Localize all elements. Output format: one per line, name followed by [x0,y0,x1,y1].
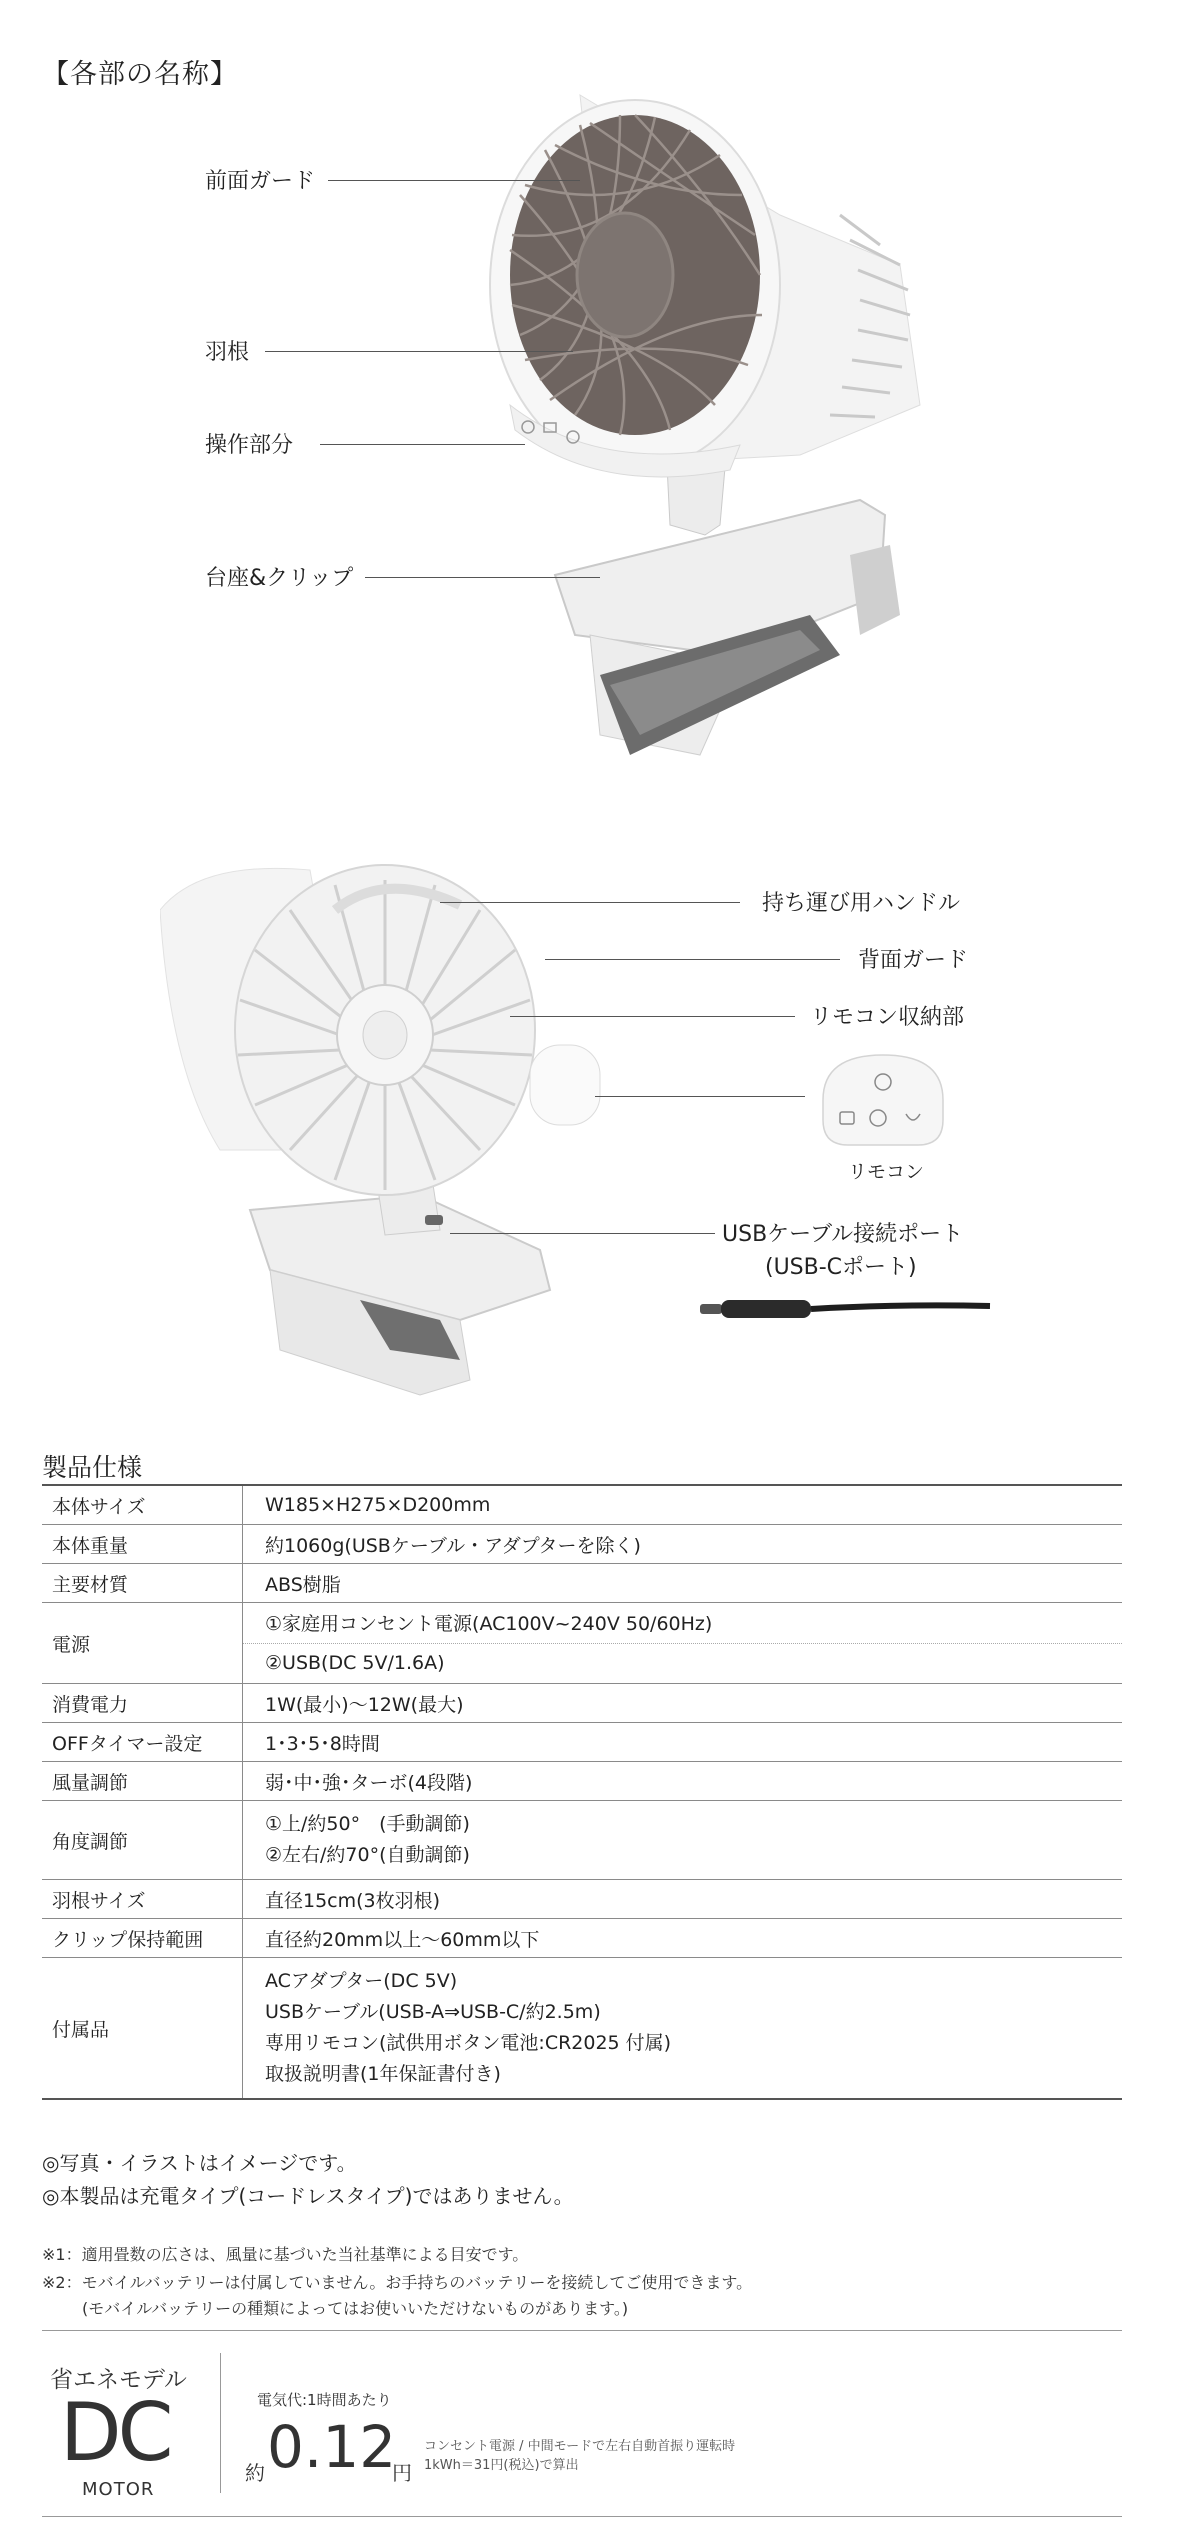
label-back-guard: 背面ガード [858,948,969,973]
spec-row [42,1919,1122,1958]
footnote: ※2：モバイルバッテリーは付属していません。お手持ちのバッテリーを接続してご使用できます。 [42,2273,753,2292]
footnote: ※1：適用畳数の広さは、風量に基づいた当社基準による目安です。 [42,2245,529,2264]
spec-value-line: 専用リモコン(試供用ボタン電池:CR2025 付属) [265,2032,672,2054]
spec-value-line: ①上/約50° (手動調節) [265,1813,470,1835]
spec-value: 直径15cm(3枚羽根) [243,1880,1123,1919]
spec-value-line: ACアダプター(DC 5V) [265,1970,458,1992]
spec-value: 直径約20mm以上～60mm以下 [243,1919,1123,1958]
leader-handle [440,902,740,903]
spec-key: 本体サイズ [42,1485,243,1525]
note: ◎写真・イラストはイメージです。 [42,2151,357,2175]
spec-key: 風量調節 [42,1762,243,1801]
eco-model-label: 省エネモデル [50,2367,187,2393]
spec-key: 角度調節 [42,1801,243,1880]
spec-value: 約1060g(USBケーブル・アダプターを除く) [243,1525,1123,1564]
label-usb-port-sub: (USB-Cポート) [765,1255,917,1280]
spec-value-line: ②左右/約70°(自動調節) [265,1844,470,1866]
spec-key: 羽根サイズ [42,1880,243,1919]
spec-key: 電源 [42,1603,243,1684]
spec-value-line: 取扱説明書(1年保証書付き) [265,2063,501,2085]
spec-row [42,1564,1122,1603]
spec-row [42,1801,1122,1880]
label-base-clip: 台座&クリップ [205,566,354,591]
price-unit: 円 [392,2461,412,2485]
label-front-guard: 前面ガード [205,169,316,194]
leader-control [320,444,525,445]
spec-value [243,1958,1123,2100]
spec-key: OFFタイマー設定 [42,1723,243,1762]
leader-front-guard [328,180,580,181]
spec-key: クリップ保持範囲 [42,1919,243,1958]
spec-value: 弱･中･強･ターボ(4段階) [243,1762,1123,1801]
motor-label: MOTOR [82,2479,155,2500]
label-blade: 羽根 [205,340,250,365]
cost-condition-2: 1kWh＝31円(税込)で算出 [424,2458,579,2473]
leader-base-clip [365,577,600,578]
spec-row [42,1723,1122,1762]
spec-key: 主要材質 [42,1564,243,1603]
spec-value: ①家庭用コンセント電源(AC100V~240V 50/60Hz) [243,1603,1123,1644]
spec-value: 1･3･5･8時間 [243,1723,1123,1762]
section-title: 【各部の名称】 [42,59,238,90]
eco-box [42,2330,1122,2517]
back-fan-image [160,850,640,1410]
label-control: 操作部分 [205,433,294,458]
spec-key: 本体重量 [42,1525,243,1564]
spec-value: ABS樹脂 [243,1564,1123,1603]
spec-value [243,1801,1123,1880]
spec-row [42,1880,1122,1919]
label-remote-storage: リモコン収納部 [810,1005,965,1030]
leader-remote-storage [510,1016,795,1017]
spec-row [42,1684,1122,1723]
spec-value: ②USB(DC 5V/1.6A) [243,1643,1123,1684]
label-handle: 持ち運び用ハンドル [762,891,961,916]
leader-usb-port [450,1233,715,1234]
price-prefix: 約 [245,2461,265,2485]
spec-value: W185×H275×D200mm [243,1485,1123,1525]
price-value: 0.12 [267,2413,397,2481]
spec-title: 製品仕様 [42,1453,143,1482]
footnote: (モバイルバッテリーの種類によってはお使いいただけないものがあります。) [82,2299,629,2318]
label-usb-port: USBケーブル接続ポート [722,1222,964,1247]
label-remote: リモコン [848,1161,925,1183]
spec-table [42,1484,1122,2100]
dc-logo: DC [60,2386,170,2479]
leader-remote [595,1096,805,1097]
remote-image [818,1050,948,1150]
spec-value-line: USBケーブル(USB-A⇒USB-C/約2.5m) [265,2001,601,2023]
spec-row [42,1485,1122,1525]
eco-divider [220,2353,221,2493]
leader-blade [265,351,573,352]
spec-value: 1W(最小)～12W(最大) [243,1684,1123,1723]
cost-caption: 電気代:1時間あたり [257,2391,392,2409]
leader-back-guard [545,959,840,960]
note: ◎本製品は充電タイプ(コードレスタイプ)ではありません。 [42,2184,574,2208]
spec-row [42,1958,1122,2100]
usb-cable-image [695,1290,995,1330]
spec-key: 消費電力 [42,1684,243,1723]
spec-row [42,1603,1122,1644]
spec-row [42,1762,1122,1801]
spec-key: 付属品 [42,1958,243,2100]
cost-condition-1: コンセント電源 / 中間モードで左右自動首振り運転時 [424,2439,736,2454]
spec-row [42,1525,1122,1564]
